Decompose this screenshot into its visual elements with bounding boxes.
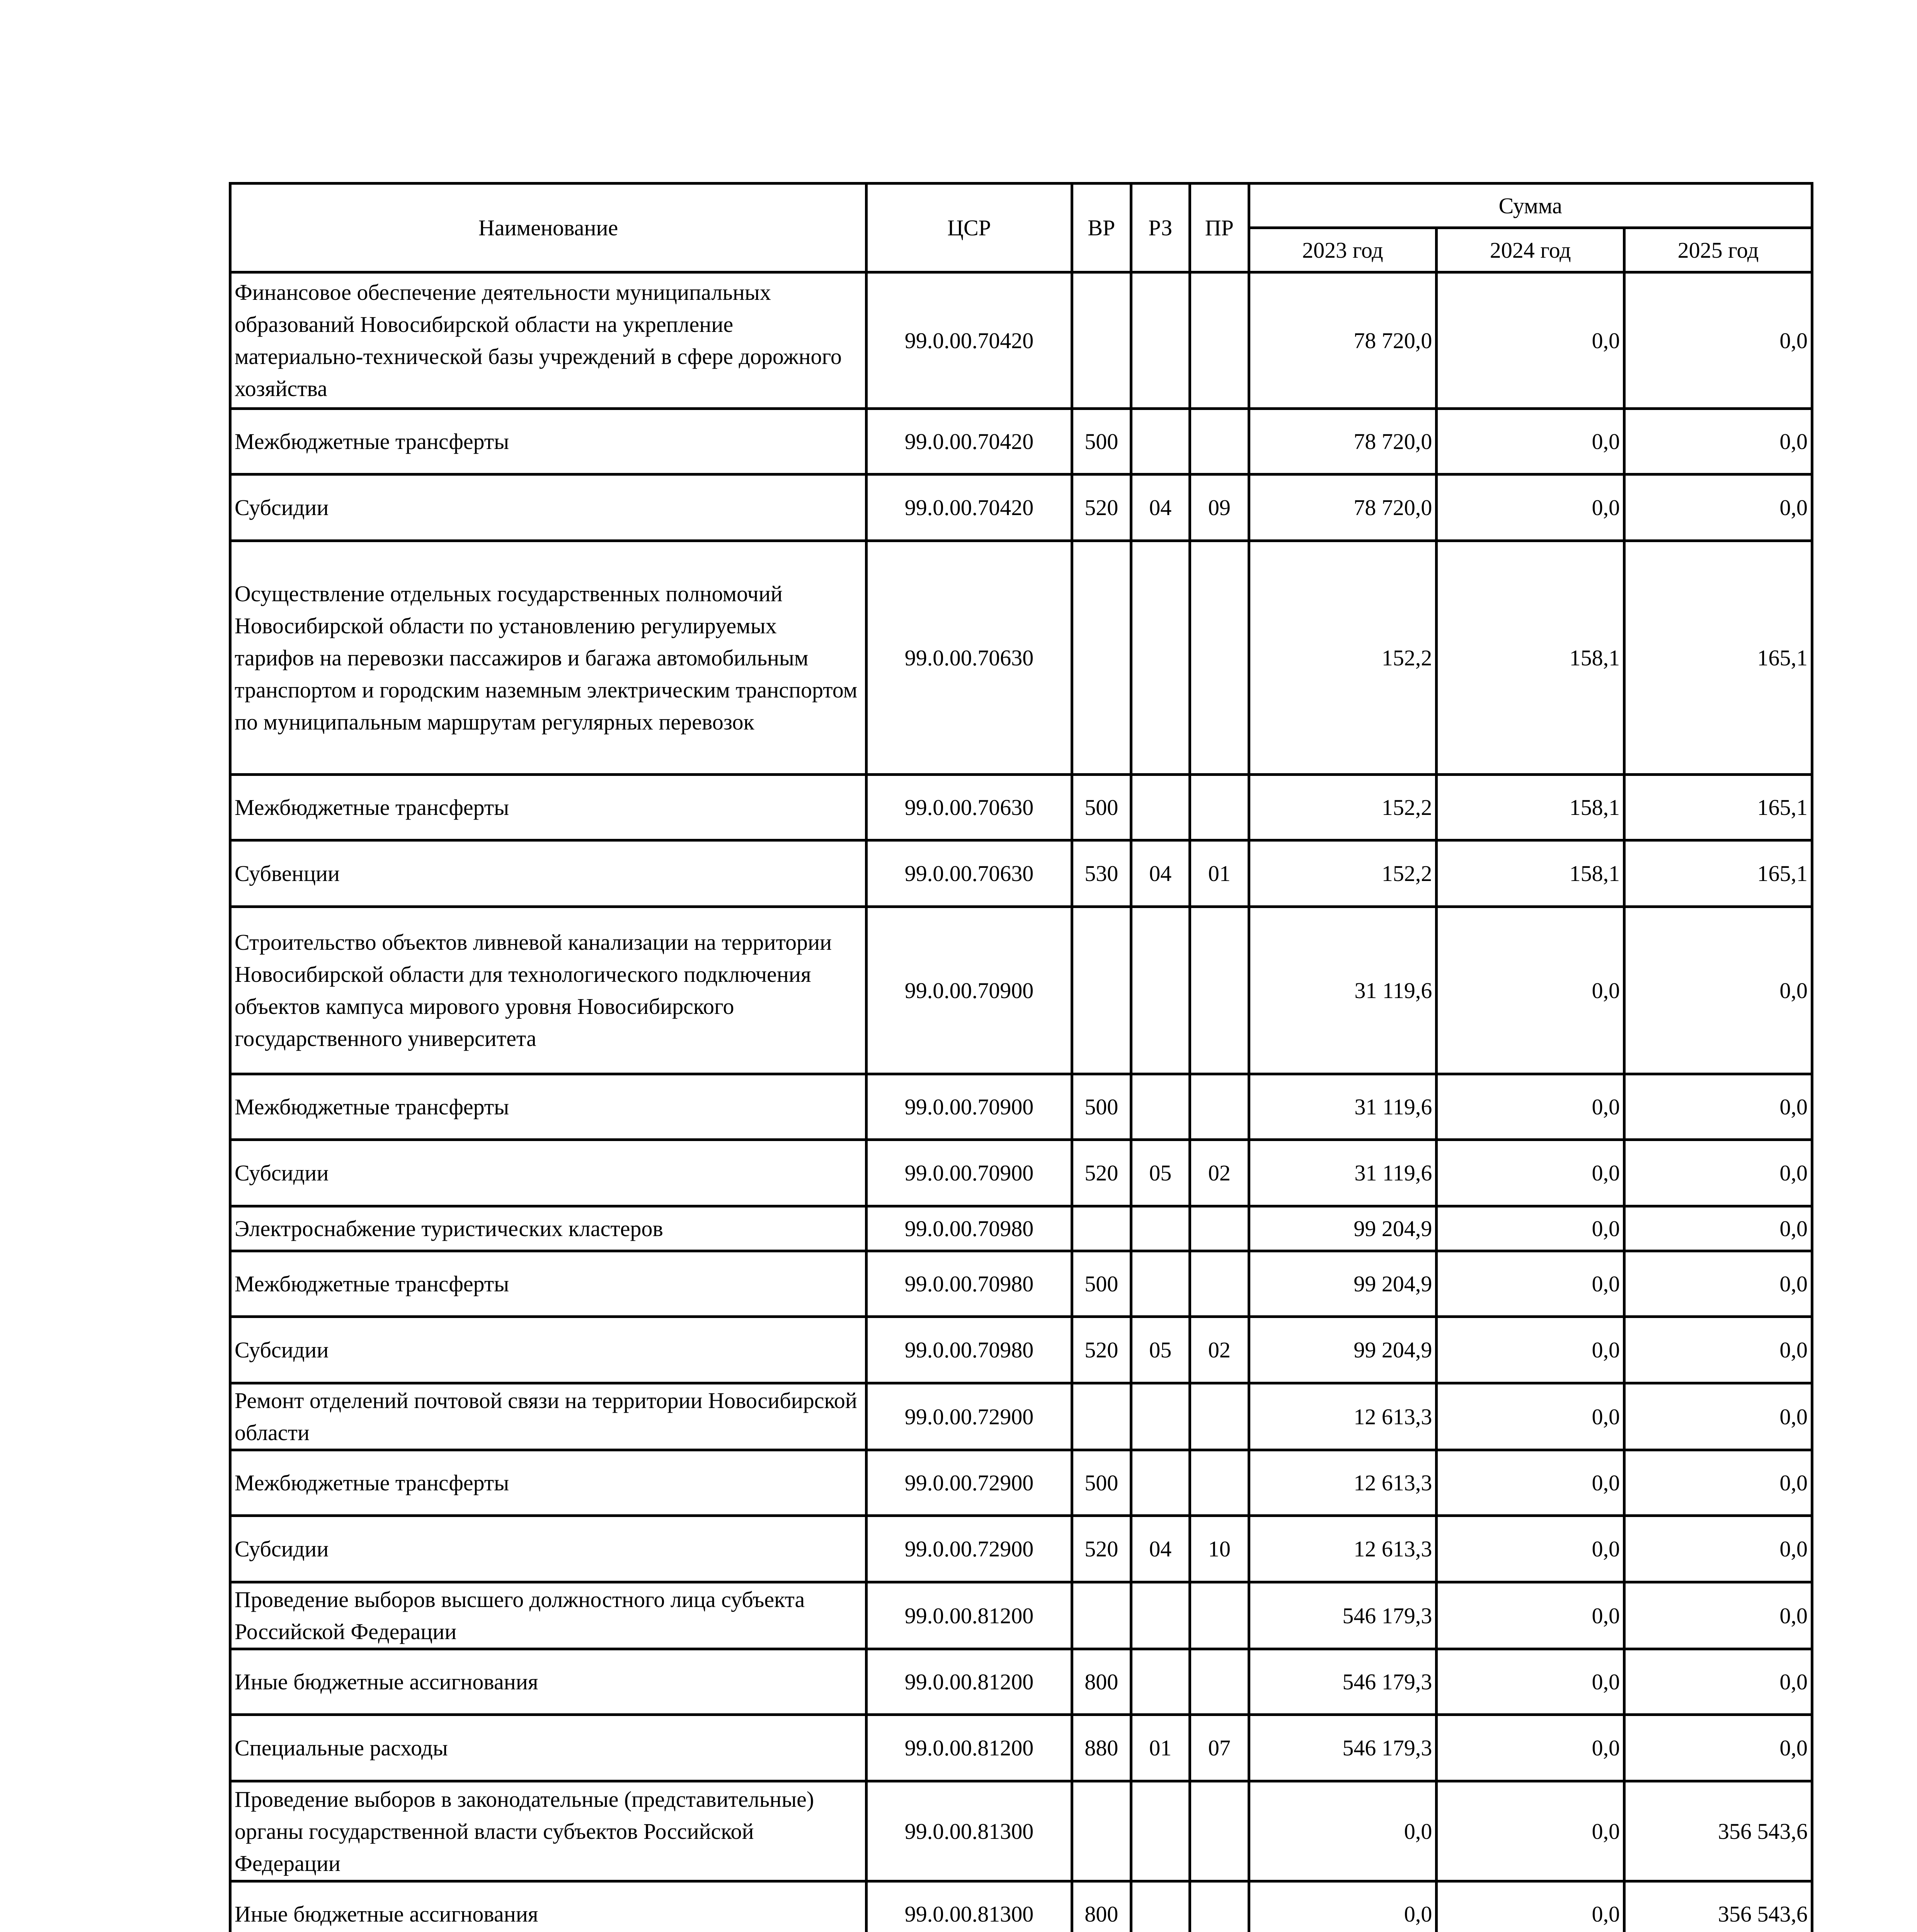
cell-pr bbox=[1190, 1383, 1249, 1450]
cell-y2025: 356 543,6 bbox=[1624, 1781, 1812, 1881]
cell-csr: 99.0.00.72900 bbox=[867, 1383, 1072, 1450]
cell-y2025: 0,0 bbox=[1624, 1450, 1812, 1516]
cell-name: Осуществление отдельных государственных полномочий Новосибирской области по установлению регулируемых тарифов на перевозки пассажиров и багажа автомобильным транспортом и городским наземным электрическим транспортом по муниципальным маршрутам регулярных перевозок bbox=[230, 541, 867, 775]
cell-pr bbox=[1190, 1206, 1249, 1251]
cell-vr: 800 bbox=[1072, 1649, 1131, 1715]
cell-name: Ремонт отделений почтовой связи на территории Новосибирской области bbox=[230, 1383, 867, 1450]
cell-rz bbox=[1131, 1582, 1190, 1649]
cell-y2023: 12 613,3 bbox=[1249, 1516, 1437, 1582]
cell-name: Электроснабжение туристических кластеров bbox=[230, 1206, 867, 1251]
cell-rz bbox=[1131, 1649, 1190, 1715]
cell-y2024: 0,0 bbox=[1437, 409, 1624, 474]
table-row bbox=[230, 1582, 1812, 1649]
cell-name: Межбюджетные трансферты bbox=[230, 1251, 867, 1317]
cell-y2023: 99 204,9 bbox=[1249, 1317, 1437, 1383]
cell-y2025: 0,0 bbox=[1624, 1516, 1812, 1582]
cell-y2024: 0,0 bbox=[1437, 1582, 1624, 1649]
cell-csr: 99.0.00.70900 bbox=[867, 1140, 1072, 1206]
cell-y2023: 0,0 bbox=[1249, 1881, 1437, 1932]
cell-y2024: 158,1 bbox=[1437, 541, 1624, 775]
cell-y2025: 165,1 bbox=[1624, 541, 1812, 775]
table-row bbox=[230, 1450, 1812, 1516]
cell-pr bbox=[1190, 1074, 1249, 1140]
cell-y2023: 78 720,0 bbox=[1249, 474, 1437, 541]
cell-y2023: 546 179,3 bbox=[1249, 1582, 1437, 1649]
table-row bbox=[230, 775, 1812, 840]
cell-pr bbox=[1190, 272, 1249, 409]
table-body bbox=[230, 272, 1812, 1932]
cell-y2024: 0,0 bbox=[1437, 1317, 1624, 1383]
cell-vr: 520 bbox=[1072, 474, 1131, 541]
cell-y2024: 0,0 bbox=[1437, 1516, 1624, 1582]
cell-pr bbox=[1190, 409, 1249, 474]
table-row bbox=[230, 541, 1812, 775]
cell-vr: 500 bbox=[1072, 1074, 1131, 1140]
cell-vr: 500 bbox=[1072, 775, 1131, 840]
cell-vr bbox=[1072, 272, 1131, 409]
cell-y2024: 0,0 bbox=[1437, 1251, 1624, 1317]
table-row bbox=[230, 1140, 1812, 1206]
cell-csr: 99.0.00.70420 bbox=[867, 409, 1072, 474]
table-row bbox=[230, 1649, 1812, 1715]
header-year-2025: 2025 год bbox=[1624, 228, 1812, 272]
cell-y2025: 0,0 bbox=[1624, 1317, 1812, 1383]
cell-rz bbox=[1131, 1251, 1190, 1317]
cell-name: Иные бюджетные ассигнования bbox=[230, 1881, 867, 1932]
cell-rz bbox=[1131, 541, 1190, 775]
cell-csr: 99.0.00.70980 bbox=[867, 1206, 1072, 1251]
cell-rz bbox=[1131, 1383, 1190, 1450]
cell-csr: 99.0.00.70980 bbox=[867, 1251, 1072, 1317]
table-row bbox=[230, 1516, 1812, 1582]
cell-csr: 99.0.00.81200 bbox=[867, 1582, 1072, 1649]
header-pr: ПР bbox=[1190, 184, 1249, 272]
cell-name: Специальные расходы bbox=[230, 1715, 867, 1781]
cell-csr: 99.0.00.70420 bbox=[867, 272, 1072, 409]
cell-y2024: 158,1 bbox=[1437, 775, 1624, 840]
cell-rz bbox=[1131, 1450, 1190, 1516]
cell-pr bbox=[1190, 1649, 1249, 1715]
cell-y2024: 0,0 bbox=[1437, 907, 1624, 1074]
cell-name: Финансовое обеспечение деятельности муниципальных образований Новосибирской области на укрепление материально-технической базы учреждений в сфере дорожного хозяйства bbox=[230, 272, 867, 409]
cell-vr bbox=[1072, 1582, 1131, 1649]
table-row bbox=[230, 1206, 1812, 1251]
cell-pr bbox=[1190, 775, 1249, 840]
cell-y2023: 78 720,0 bbox=[1249, 272, 1437, 409]
cell-name: Строительство объектов ливневой канализации на территории Новосибирской области для технологического подключения объектов кампуса мирового уровня Новосибирского государственного университета bbox=[230, 907, 867, 1074]
cell-name: Межбюджетные трансферты bbox=[230, 775, 867, 840]
cell-csr: 99.0.00.72900 bbox=[867, 1516, 1072, 1582]
header-vr: ВР bbox=[1072, 184, 1131, 272]
cell-y2024: 0,0 bbox=[1437, 1450, 1624, 1516]
cell-y2024: 0,0 bbox=[1437, 1715, 1624, 1781]
cell-pr bbox=[1190, 907, 1249, 1074]
table-row bbox=[230, 474, 1812, 541]
cell-y2023: 78 720,0 bbox=[1249, 409, 1437, 474]
header-sum: Сумма bbox=[1249, 184, 1812, 228]
budget-table bbox=[229, 182, 1813, 1932]
cell-rz: 04 bbox=[1131, 1516, 1190, 1582]
cell-pr: 10 bbox=[1190, 1516, 1249, 1582]
cell-name: Межбюджетные трансферты bbox=[230, 409, 867, 474]
table-row bbox=[230, 1715, 1812, 1781]
cell-y2023: 12 613,3 bbox=[1249, 1450, 1437, 1516]
cell-csr: 99.0.00.70630 bbox=[867, 541, 1072, 775]
cell-y2025: 0,0 bbox=[1624, 272, 1812, 409]
cell-vr: 520 bbox=[1072, 1140, 1131, 1206]
cell-y2024: 0,0 bbox=[1437, 1781, 1624, 1881]
cell-y2024: 0,0 bbox=[1437, 474, 1624, 541]
cell-rz: 01 bbox=[1131, 1715, 1190, 1781]
cell-y2024: 0,0 bbox=[1437, 1649, 1624, 1715]
cell-name: Субвенции bbox=[230, 840, 867, 907]
cell-y2025: 165,1 bbox=[1624, 775, 1812, 840]
cell-y2024: 0,0 bbox=[1437, 1140, 1624, 1206]
cell-name: Иные бюджетные ассигнования bbox=[230, 1649, 867, 1715]
cell-name: Межбюджетные трансферты bbox=[230, 1074, 867, 1140]
cell-y2023: 152,2 bbox=[1249, 840, 1437, 907]
cell-y2024: 0,0 bbox=[1437, 1074, 1624, 1140]
cell-y2023: 152,2 bbox=[1249, 775, 1437, 840]
cell-csr: 99.0.00.70980 bbox=[867, 1317, 1072, 1383]
cell-y2023: 0,0 bbox=[1249, 1781, 1437, 1881]
cell-y2023: 99 204,9 bbox=[1249, 1206, 1437, 1251]
table-row bbox=[230, 1781, 1812, 1881]
cell-rz bbox=[1131, 1074, 1190, 1140]
cell-csr: 99.0.00.70900 bbox=[867, 1074, 1072, 1140]
cell-name: Субсидии bbox=[230, 474, 867, 541]
cell-y2025: 0,0 bbox=[1624, 1206, 1812, 1251]
cell-y2023: 99 204,9 bbox=[1249, 1251, 1437, 1317]
cell-vr bbox=[1072, 1781, 1131, 1881]
cell-name: Проведение выборов в законодательные (представительные) органы государственной власти субъектов Российской Федерации bbox=[230, 1781, 867, 1881]
cell-y2024: 158,1 bbox=[1437, 840, 1624, 907]
table-row bbox=[230, 1383, 1812, 1450]
cell-pr bbox=[1190, 1251, 1249, 1317]
cell-pr bbox=[1190, 1881, 1249, 1932]
header-year-2023: 2023 год bbox=[1249, 228, 1437, 272]
cell-rz bbox=[1131, 272, 1190, 409]
cell-y2025: 0,0 bbox=[1624, 1715, 1812, 1781]
cell-csr: 99.0.00.70900 bbox=[867, 907, 1072, 1074]
cell-y2024: 0,0 bbox=[1437, 272, 1624, 409]
header-year-2024: 2024 год bbox=[1437, 228, 1624, 272]
cell-y2023: 31 119,6 bbox=[1249, 907, 1437, 1074]
cell-y2025: 0,0 bbox=[1624, 474, 1812, 541]
cell-rz: 04 bbox=[1131, 840, 1190, 907]
cell-rz bbox=[1131, 775, 1190, 840]
cell-name: Субсидии bbox=[230, 1140, 867, 1206]
cell-name: Субсидии bbox=[230, 1516, 867, 1582]
cell-csr: 99.0.00.70420 bbox=[867, 474, 1072, 541]
header-name: Наименование bbox=[230, 184, 867, 272]
cell-y2024: 0,0 bbox=[1437, 1881, 1624, 1932]
cell-rz bbox=[1131, 1781, 1190, 1881]
cell-y2023: 546 179,3 bbox=[1249, 1649, 1437, 1715]
cell-pr: 01 bbox=[1190, 840, 1249, 907]
cell-y2025: 0,0 bbox=[1624, 1649, 1812, 1715]
cell-vr: 530 bbox=[1072, 840, 1131, 907]
cell-y2023: 31 119,6 bbox=[1249, 1074, 1437, 1140]
cell-vr: 500 bbox=[1072, 1450, 1131, 1516]
cell-y2023: 546 179,3 bbox=[1249, 1715, 1437, 1781]
cell-csr: 99.0.00.81200 bbox=[867, 1649, 1072, 1715]
cell-pr: 02 bbox=[1190, 1140, 1249, 1206]
cell-y2024: 0,0 bbox=[1437, 1383, 1624, 1450]
table-row bbox=[230, 272, 1812, 409]
cell-vr: 880 bbox=[1072, 1715, 1131, 1781]
cell-csr: 99.0.00.81300 bbox=[867, 1881, 1072, 1932]
cell-y2023: 12 613,3 bbox=[1249, 1383, 1437, 1450]
cell-y2025: 0,0 bbox=[1624, 409, 1812, 474]
table-row bbox=[230, 409, 1812, 474]
cell-rz: 05 bbox=[1131, 1317, 1190, 1383]
cell-name: Проведение выборов высшего должностного лица субъекта Российской Федерации bbox=[230, 1582, 867, 1649]
cell-rz: 05 bbox=[1131, 1140, 1190, 1206]
cell-y2024: 0,0 bbox=[1437, 1206, 1624, 1251]
cell-csr: 99.0.00.81200 bbox=[867, 1715, 1072, 1781]
table-header bbox=[230, 184, 1812, 272]
cell-csr: 99.0.00.70630 bbox=[867, 840, 1072, 907]
cell-pr: 09 bbox=[1190, 474, 1249, 541]
cell-y2025: 0,0 bbox=[1624, 1582, 1812, 1649]
table-row bbox=[230, 840, 1812, 907]
cell-pr bbox=[1190, 541, 1249, 775]
cell-rz bbox=[1131, 1881, 1190, 1932]
cell-vr: 500 bbox=[1072, 1251, 1131, 1317]
cell-rz: 04 bbox=[1131, 474, 1190, 541]
cell-vr: 520 bbox=[1072, 1516, 1131, 1582]
cell-pr bbox=[1190, 1582, 1249, 1649]
cell-pr bbox=[1190, 1781, 1249, 1881]
cell-y2025: 0,0 bbox=[1624, 907, 1812, 1074]
cell-y2025: 0,0 bbox=[1624, 1140, 1812, 1206]
cell-vr bbox=[1072, 907, 1131, 1074]
cell-rz bbox=[1131, 907, 1190, 1074]
cell-pr: 02 bbox=[1190, 1317, 1249, 1383]
cell-y2025: 0,0 bbox=[1624, 1074, 1812, 1140]
cell-y2023: 31 119,6 bbox=[1249, 1140, 1437, 1206]
cell-y2025: 0,0 bbox=[1624, 1383, 1812, 1450]
cell-vr bbox=[1072, 541, 1131, 775]
cell-vr: 520 bbox=[1072, 1317, 1131, 1383]
cell-vr: 800 bbox=[1072, 1881, 1131, 1932]
cell-y2025: 0,0 bbox=[1624, 1251, 1812, 1317]
cell-vr bbox=[1072, 1206, 1131, 1251]
cell-pr: 07 bbox=[1190, 1715, 1249, 1781]
cell-y2025: 356 543,6 bbox=[1624, 1881, 1812, 1932]
cell-y2025: 165,1 bbox=[1624, 840, 1812, 907]
cell-csr: 99.0.00.70630 bbox=[867, 775, 1072, 840]
cell-csr: 99.0.00.72900 bbox=[867, 1450, 1072, 1516]
cell-csr: 99.0.00.81300 bbox=[867, 1781, 1072, 1881]
table-row bbox=[230, 1881, 1812, 1932]
table-row bbox=[230, 1074, 1812, 1140]
header-csr: ЦСР bbox=[867, 184, 1072, 272]
table-row bbox=[230, 907, 1812, 1074]
cell-y2023: 152,2 bbox=[1249, 541, 1437, 775]
cell-vr: 500 bbox=[1072, 409, 1131, 474]
cell-rz bbox=[1131, 1206, 1190, 1251]
table-row bbox=[230, 1317, 1812, 1383]
cell-pr bbox=[1190, 1450, 1249, 1516]
cell-rz bbox=[1131, 409, 1190, 474]
cell-name: Межбюджетные трансферты bbox=[230, 1450, 867, 1516]
cell-vr bbox=[1072, 1383, 1131, 1450]
cell-name: Субсидии bbox=[230, 1317, 867, 1383]
table-row bbox=[230, 1251, 1812, 1317]
header-rz: РЗ bbox=[1131, 184, 1190, 272]
